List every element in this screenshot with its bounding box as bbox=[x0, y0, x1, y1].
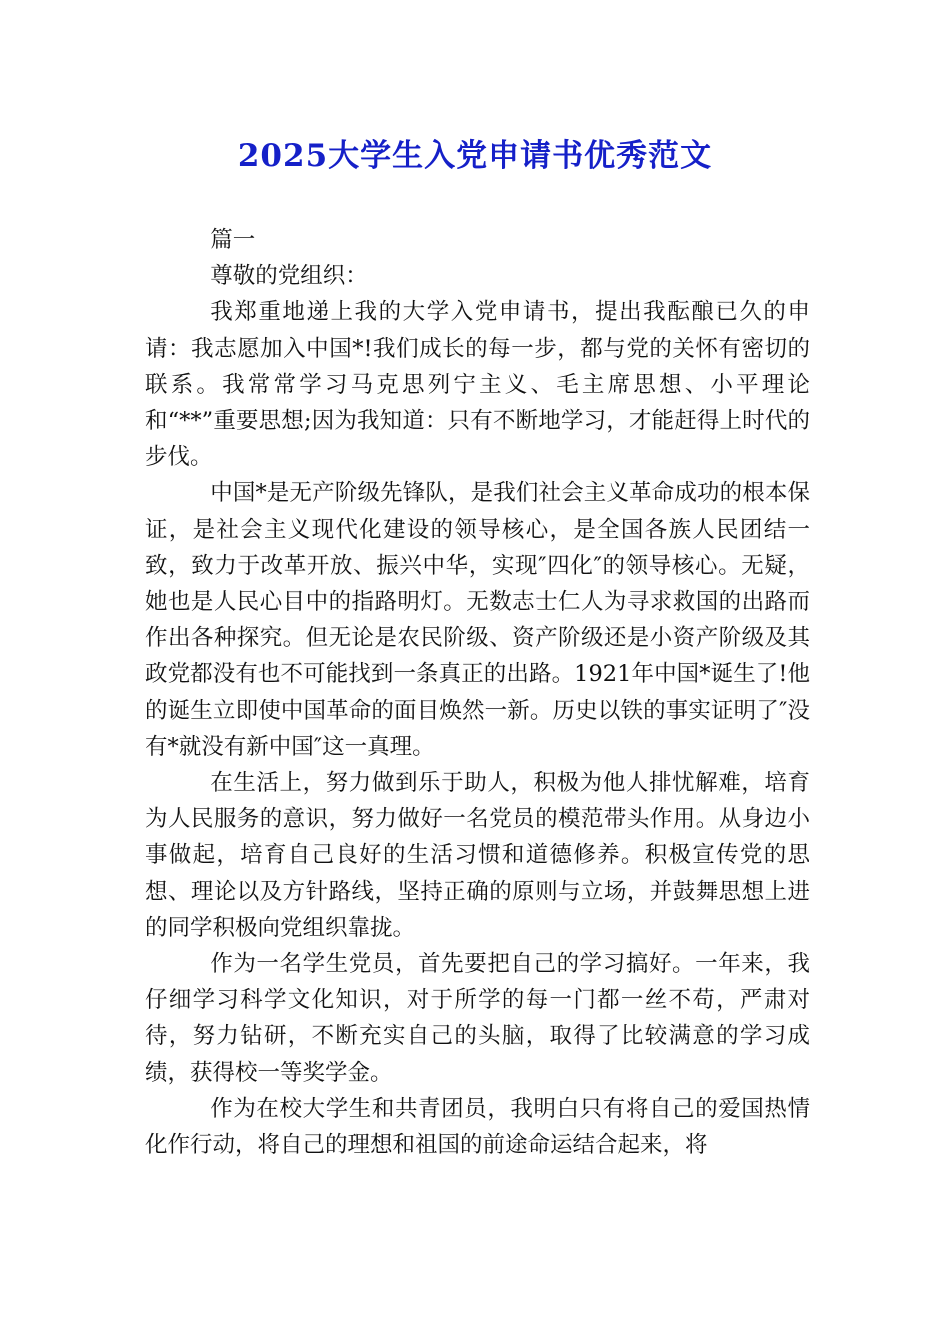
paragraph-5: 作为在校大学生和共青团员，我明白只有将自己的爱国热情化作行动，将自己的理想和祖国的前途命运结合起来，将 bbox=[145, 1095, 810, 1159]
document-body bbox=[145, 222, 810, 1163]
paragraph-2: 中国*是无产阶级先锋队，是我们社会主义革命成功的根本保证，是社会主义现代化建设的领导核心，是全国各族人民团结一致，致力于改革开放、振兴中华，实现″四化″的领导核心。无疑，她也是人民心目中的指路明灯。无数志士仁人为寻求救国的出路而作出各种探究。但无论是农民阶级、资产阶级还是小资产阶级及其政党都没有也不可能找到一条真正的出路。1921年中国*诞生了!他的诞生立即使中国革命的面目焕然一新。历史以铁的事实证明了″没有*就没有新中国″这一真理。 bbox=[145, 480, 810, 760]
paragraph-3: 在生活上，努力做到乐于助人，积极为他人排忧解难，培育为人民服务的意识，努力做好一名党员的模范带头作用。从身边小事做起，培育自己良好的生活习惯和道德修养。积极宣传党的思想、理论以及方针路线，坚持正确的原则与立场，并鼓舞思想上进的同学积极向党组织靠拢。 bbox=[145, 770, 810, 941]
document-title: 2025大学生入党申请书优秀范文 bbox=[237, 138, 713, 174]
salutation: 尊敬的党组织： bbox=[210, 263, 368, 290]
section-label: 篇一 bbox=[210, 227, 256, 253]
paragraph-1: 我郑重地递上我的大学入党申请书，提出我酝酿已久的申请：我志愿加入中国*!我们成长的每一步，都与党的关怀有密切的联系。我常常学习马克思列宁主义、毛主席思想、小平理论和“**”重要思想;因为我知道：只有不断地学习，才能赶得上时代的步伐。 bbox=[145, 299, 810, 471]
paragraph-4: 作为一名学生党员，首先要把自己的学习搞好。一年来，我仔细学习科学文化知识，对于所学的每一门都一丝不苟，严肃对待，努力钻研，不断充实自己的头脑，取得了比较满意的学习成绩，获得校一等奖学金。 bbox=[145, 951, 810, 1086]
